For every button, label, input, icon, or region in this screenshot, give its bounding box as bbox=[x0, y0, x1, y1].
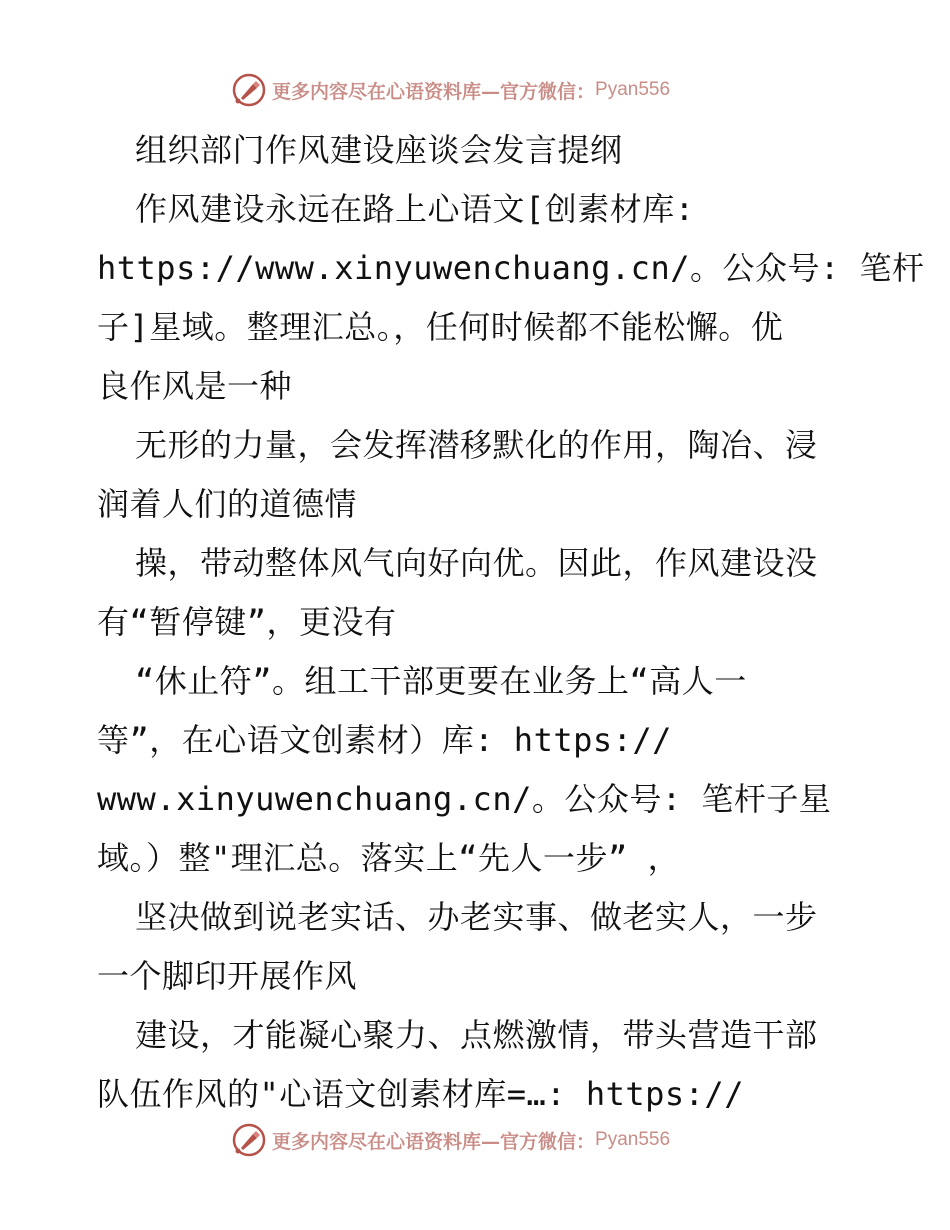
text-line: 域。）整"理汇总。落实上“先人一步” ， bbox=[97, 839, 681, 877]
text-line: 坚决做到说老实话、办老实事、做老实人，一步 bbox=[135, 898, 818, 936]
pen-nib-logo-icon bbox=[232, 73, 266, 107]
text-line: 操，带动整体风气向好向优。因此，作风建设没 bbox=[135, 544, 818, 582]
text-line: 子]星域。整理汇总。，任何时候都不能松懈。优 bbox=[97, 308, 784, 346]
text-line: 建设，才能凝心聚力、点燃激情，带头营造干部 bbox=[135, 1016, 818, 1054]
text-line: 无形的力量，会发挥潜移默化的作用，陶冶、浸 bbox=[135, 426, 818, 464]
pen-nib-logo-icon bbox=[232, 1123, 266, 1157]
footer-banner bbox=[232, 1120, 670, 1160]
text-line: 队伍作风的"心语文创素材库=…: https:// bbox=[97, 1075, 744, 1113]
text-line: 作风建设永远在路上心语文[创素材库: bbox=[135, 190, 695, 228]
text-line: https://www.xinyuwenchuang.cn/。公众号: 笔杆 bbox=[97, 249, 925, 287]
text-line: www.xinyuwenchuang.cn/。公众号: 笔杆子星 bbox=[97, 780, 832, 818]
text-line: 良作风是一种 bbox=[97, 367, 293, 405]
footer-banner-text: 更多内容尽在心语资料库—官方微信： bbox=[272, 1130, 596, 1153]
text-line: 一个脚印开展作风 bbox=[97, 957, 358, 995]
document-title: 组织部门作风建设座谈会发言提纲 bbox=[135, 131, 623, 169]
header-banner-account: Pyan556 bbox=[595, 79, 671, 100]
text-line: 润着人们的道德情 bbox=[97, 485, 358, 523]
text-line: 有“暂停键”，更没有 bbox=[97, 603, 397, 641]
text-line: 等”，在心语文创素材）库: https:// bbox=[97, 721, 672, 759]
header-banner-text: 更多内容尽在心语资料库—官方微信： bbox=[272, 80, 596, 103]
document-body bbox=[97, 121, 925, 1124]
text-line: “休止符”。组工干部更要在业务上“高人一 bbox=[135, 662, 747, 700]
header-banner bbox=[232, 70, 670, 110]
footer-banner-account: Pyan556 bbox=[595, 1129, 671, 1150]
